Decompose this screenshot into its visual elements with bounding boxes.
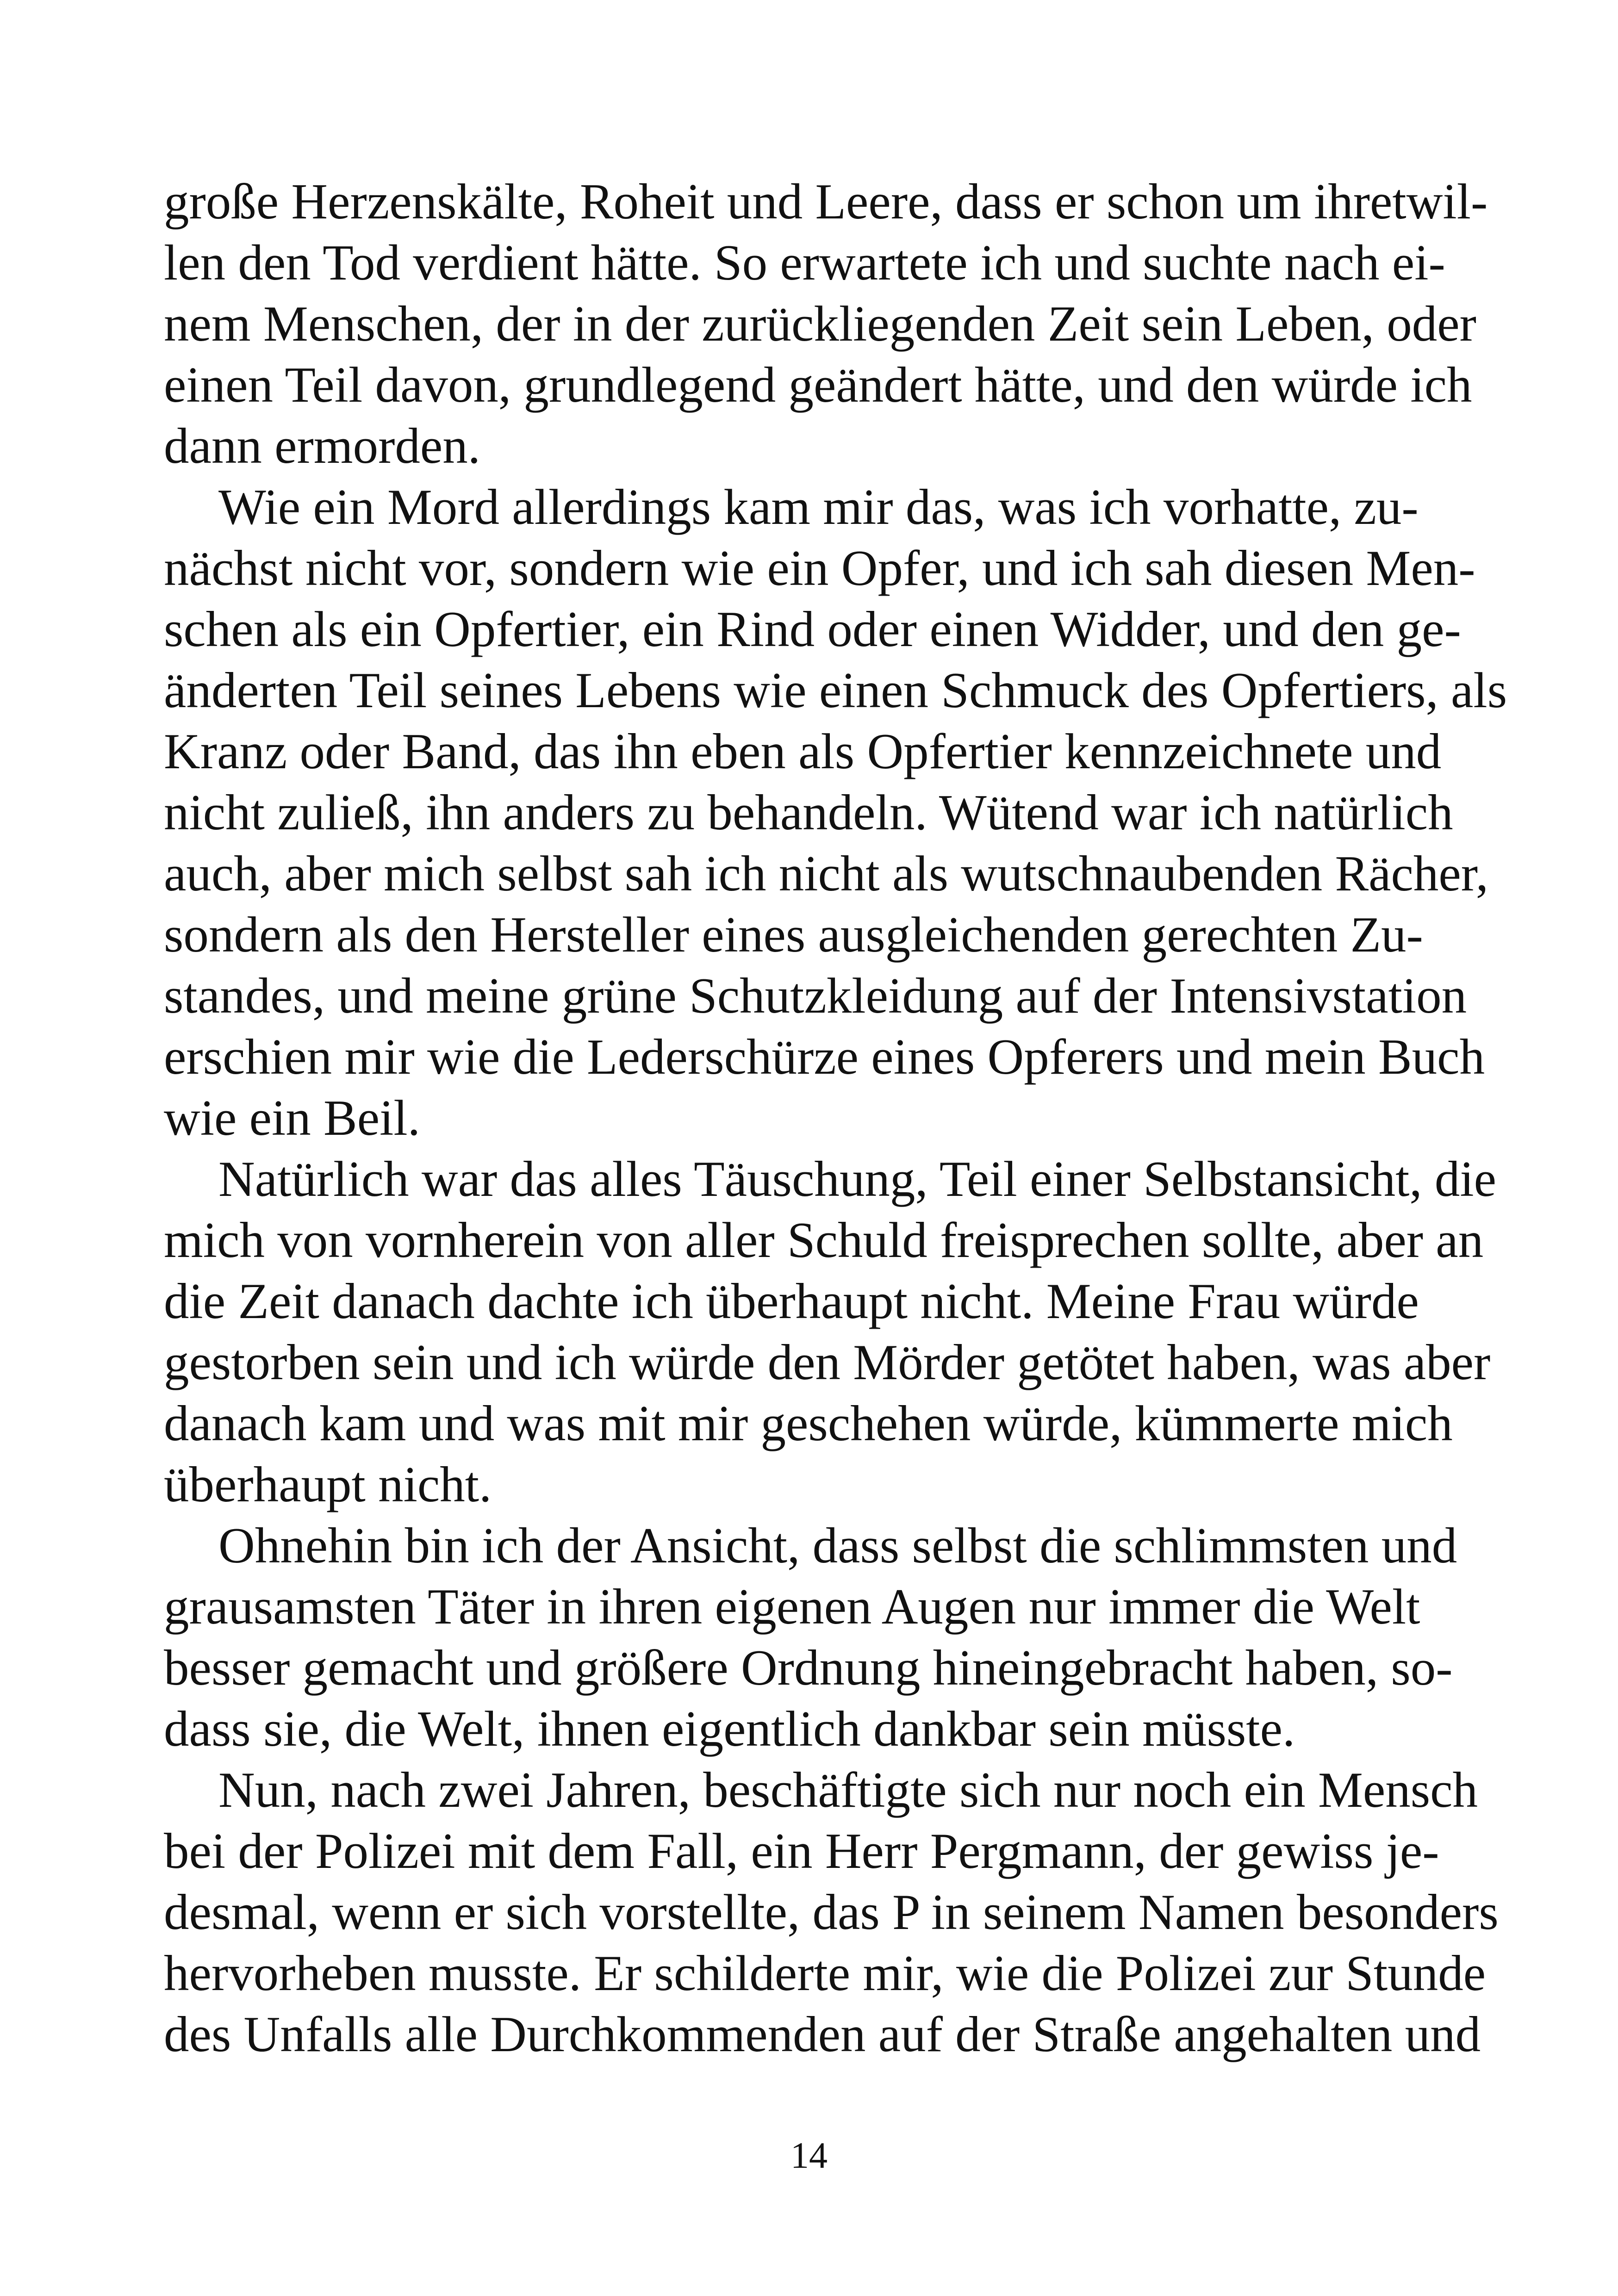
text-line: besser gemacht und größere Ordnung hineingebracht haben, so- (164, 1640, 1453, 1696)
text-line: dass sie, die Welt, ihnen eigentlich dankbar sein müsste. (164, 1701, 1295, 1757)
text-line: gestorben sein und ich würde den Mörder getötet haben, was aber (164, 1334, 1491, 1390)
text-line: Nun, nach zwei Jahren, beschäftigte sich nur noch ein Mensch (218, 1762, 1478, 1818)
text-line: erschien mir wie die Lederschürze eines Opferers und mein Buch (164, 1029, 1485, 1085)
text-line: die Zeit danach dachte ich überhaupt nicht. Meine Frau würde (164, 1273, 1419, 1329)
text-line: Kranz oder Band, das ihn eben als Opfertier kennzeichnete und (164, 723, 1442, 779)
text-line: auch, aber mich selbst sah ich nicht als wutschnaubenden Rächer, (164, 846, 1488, 902)
text-line: änderten Teil seines Lebens wie einen Schmuck des Opfertiers, als (164, 662, 1507, 718)
text-line: wie ein Beil. (164, 1090, 420, 1146)
book-page-text (164, 171, 1507, 2065)
text-line: len den Tod verdient hätte. So erwartete ich und suchte nach ei- (164, 235, 1445, 291)
text-line: bei der Polizei mit dem Fall, ein Herr Pergmann, der gewiss je- (164, 1823, 1439, 1879)
text-line: nächst nicht vor, sondern wie ein Opfer, und ich sah diesen Men- (164, 540, 1475, 596)
text-line: grausamsten Täter in ihren eigenen Augen nur immer die Welt (164, 1579, 1420, 1635)
text-line: Wie ein Mord allerdings kam mir das, was ich vorhatte, zu- (218, 479, 1419, 535)
text-line: Natürlich war das alles Täuschung, Teil einer Selbstansicht, die (218, 1151, 1497, 1207)
text-line: des Unfalls alle Durchkommenden auf der Straße angehalten und (164, 2006, 1481, 2062)
text-line: nicht zuließ, ihn anders zu behandeln. Wütend war ich natürlich (164, 784, 1453, 840)
text-line: nem Menschen, der in der zurückliegenden Zeit sein Leben, oder (164, 296, 1476, 352)
paragraph-5 (164, 1760, 1499, 2065)
paragraph-3 (164, 1149, 1497, 1515)
text-line: sondern als den Hersteller eines ausgleichenden gerechten Zu- (164, 907, 1423, 963)
text-line: standes, und meine grüne Schutzkleidung auf der Intensivstation (164, 968, 1467, 1024)
text-line: desmal, wenn er sich vorstellte, das P in seinem Namen besonders (164, 1884, 1499, 1940)
text-line: hervorheben musste. Er schilderte mir, wie die Polizei zur Stunde (164, 1945, 1486, 2001)
paragraph-1 (164, 171, 1488, 477)
page-number: 14 (790, 2135, 828, 2176)
text-line: überhaupt nicht. (164, 1456, 492, 1512)
text-line: große Herzenskälte, Roheit und Leere, dass er schon um ihretwil- (164, 174, 1488, 230)
text-line: einen Teil davon, grundlegend geändert hätte, und den würde ich (164, 357, 1472, 413)
text-line: schen als ein Opfertier, ein Rind oder einen Widder, und den ge- (164, 601, 1461, 657)
text-line: mich von vornherein von aller Schuld freisprechen sollte, aber an (164, 1212, 1484, 1268)
text-line: Ohnehin bin ich der Ansicht, dass selbst die schlimmsten und (218, 1518, 1457, 1574)
paragraph-2 (164, 477, 1507, 1149)
text-line: dann ermorden. (164, 418, 481, 474)
paragraph-4 (164, 1515, 1457, 1760)
text-line: danach kam und was mit mir geschehen würde, kümmerte mich (164, 1395, 1453, 1451)
